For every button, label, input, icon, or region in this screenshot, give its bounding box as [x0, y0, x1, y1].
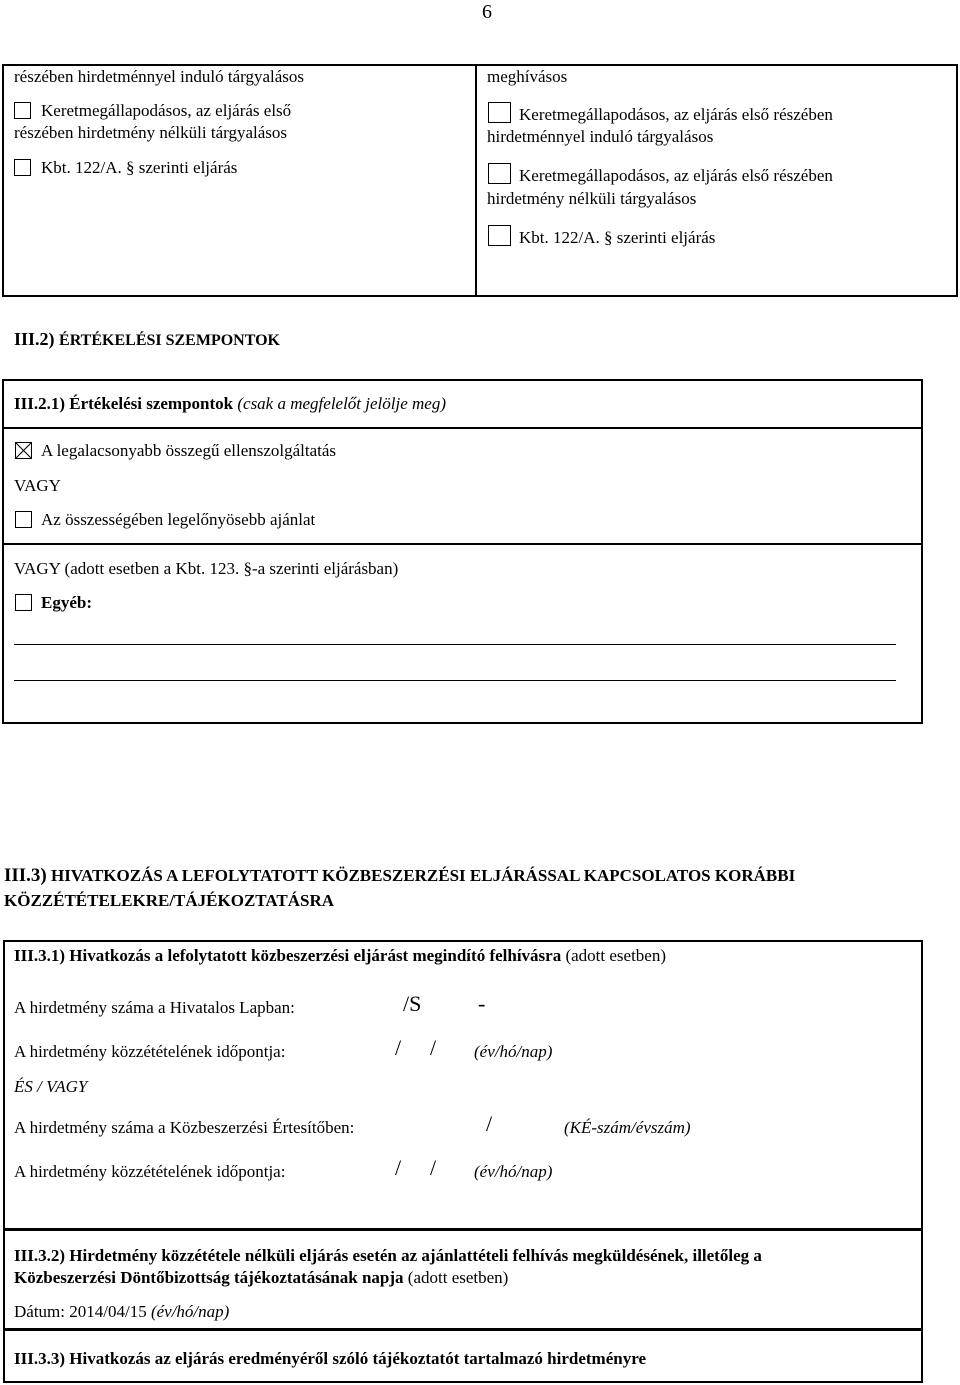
- oj-number-separator-dash: -: [478, 991, 486, 1016]
- criteria-sub-number: III.2.1): [14, 394, 66, 413]
- oj-number-label: A hirdetmény száma a Hivatalos Lapban:: [14, 998, 295, 1017]
- right-option3-label: Kbt. 122/A. § szerinti eljárás: [519, 228, 716, 247]
- table-divider: [475, 64, 477, 297]
- right-heading: meghívásos: [487, 67, 568, 86]
- right-option2-line2: hirdetmény nélküli tárgyalásos: [487, 189, 697, 208]
- s332-line2: [14, 1267, 508, 1289]
- ke-date-label: A hirdetmény közzétételének időpontja:: [14, 1162, 286, 1181]
- left-option2-checkbox[interactable]: [14, 159, 31, 176]
- left-option1-line2: részében hirdetmény nélküli tárgyalásos: [14, 123, 288, 142]
- criteria-options-rule: [2, 543, 923, 545]
- s332-title-line2: Közbeszerzési Döntőbizottság tájékoztatásának napja: [14, 1268, 404, 1287]
- oj-date-format: (év/hó/nap): [474, 1042, 553, 1061]
- s332-note: (adott esetben): [407, 1268, 509, 1287]
- best-value-checkbox[interactable]: [15, 511, 32, 528]
- right-option2-line1: Keretmegállapodásos, az eljárás első részében: [519, 166, 833, 185]
- section-3-3-title-line2: KÖZZÉTÉTELEKRE/TÁJÉKOZTATÁSRA: [4, 891, 335, 910]
- section-3-2-heading: ÉRTÉKELÉSI SZEMPONTOK: [59, 332, 280, 349]
- ke-number-sep: /: [486, 1111, 493, 1136]
- ke-date-sep1: /: [395, 1155, 402, 1180]
- section-3-2-number: III.2): [14, 329, 55, 349]
- right-option1-line1: Keretmegállapodásos, az eljárás első részében: [519, 105, 833, 124]
- criteria-subheading: [14, 393, 446, 415]
- left-option1-checkbox[interactable]: [14, 102, 31, 119]
- s332-date: [14, 1301, 229, 1323]
- s333-heading: [14, 1348, 646, 1370]
- right-option1-line2: hirdetménnyel induló tárgyalásos: [487, 127, 714, 146]
- best-value-label: Az összességében legelőnyösebb ajánlat: [41, 510, 316, 529]
- criteria-sub-title: Értékelési szempontok: [69, 394, 234, 413]
- other-checkbox[interactable]: [15, 594, 32, 611]
- criteria-box: [2, 379, 923, 724]
- oj-date-sep1: /: [395, 1035, 402, 1060]
- s333-title: Hivatkozás az eljárás eredményéről szóló tájékoztatót tartalmazó hirdetményre: [69, 1349, 646, 1368]
- s331-title: Hivatkozás a lefolytatott közbeszerzési eljárást megindító felhívásra: [69, 946, 562, 965]
- right-option1-checkbox[interactable]: [488, 102, 511, 123]
- left-option2-label: Kbt. 122/A. § szerinti eljárás: [41, 158, 238, 177]
- s333-number: III.3.3): [14, 1349, 66, 1368]
- ke-date-sep2: /: [430, 1155, 437, 1180]
- lowest-price-checkbox[interactable]: [15, 442, 32, 459]
- section-3-2-title: [14, 328, 280, 352]
- oj-date-sep2: /: [430, 1035, 437, 1060]
- left-option1-line1: Keretmegállapodásos, az eljárás első: [41, 101, 292, 120]
- oj-number-separator-s: /S: [403, 991, 422, 1016]
- other-input-line-1[interactable]: [14, 644, 896, 645]
- s331-heading: [14, 945, 666, 967]
- right-option2-checkbox[interactable]: [488, 163, 511, 184]
- other-label: Egyéb:: [41, 593, 92, 612]
- other-input-line-2[interactable]: [14, 680, 896, 681]
- s331-number: III.3.1): [14, 946, 66, 965]
- date-value[interactable]: 2014/04/15: [69, 1302, 147, 1321]
- s332-title-line1: Hirdetmény közzététele nélküli eljárás esetén az ajánlattételi felhívás megküldésének, illetőleg a: [69, 1246, 762, 1265]
- es-vagy-label: ÉS / VAGY: [14, 1077, 88, 1096]
- date-label: Dátum:: [14, 1302, 65, 1321]
- date-format: (év/hó/nap): [150, 1302, 230, 1321]
- criteria-header-rule: [2, 427, 923, 429]
- section-3-3-heading: HIVATKOZÁS A LEFOLYTATOTT KÖZBESZERZÉSI ELJÁRÁSSAL KAPCSOLATOS KORÁBBI: [51, 866, 796, 885]
- lowest-price-label: A legalacsonyabb összegű ellenszolgáltatás: [41, 441, 337, 460]
- section-3-3-title-line1: [4, 864, 795, 888]
- ke-number-label: A hirdetmény száma a Közbeszerzési Értesítőben:: [14, 1118, 355, 1137]
- s332-line1: [14, 1245, 762, 1267]
- checkmark-x-icon: [16, 443, 31, 458]
- references-box: [3, 940, 923, 1230]
- ke-number-format: (KÉ-szám/évszám): [564, 1118, 691, 1137]
- ke-date-format: (év/hó/nap): [474, 1162, 553, 1181]
- oj-date-label: A hirdetmény közzétételének időpontja:: [14, 1042, 286, 1061]
- vagy-label: VAGY: [14, 476, 61, 495]
- criteria-sub-instruction: (csak a megfelelőt jelölje meg): [237, 394, 446, 413]
- s331-note: (adott esetben): [565, 946, 667, 965]
- left-heading: részében hirdetménnyel induló tárgyalásos: [14, 67, 305, 86]
- right-option3-checkbox[interactable]: [488, 225, 511, 246]
- section-3-3-number: III.3): [4, 865, 47, 886]
- vagy-123-label: VAGY (adott esetben a Kbt. 123. §-a szerinti eljárásban): [14, 559, 399, 578]
- s332-number: III.3.2): [14, 1246, 66, 1265]
- page-number: 6: [482, 1, 492, 23]
